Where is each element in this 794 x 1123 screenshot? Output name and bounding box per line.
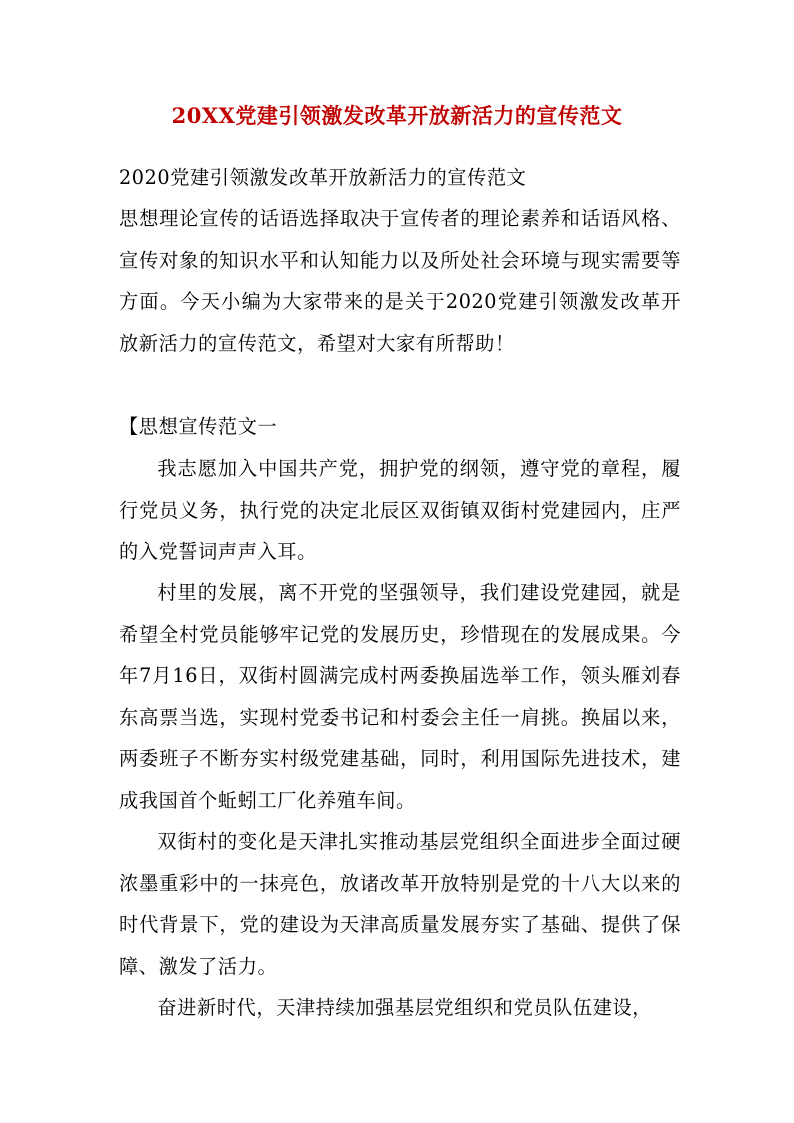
paragraph-intro: 思想理论宣传的话语选择取决于宣传者的理论素养和话语风格、宣传对象的知识水平和认知能力以及所处社会环境与现实需要等方面。今天小编为大家带来的是关于2020党建引领激发改革开放新活力的宣传范文，希望对大家有所帮助！ bbox=[119, 207, 681, 355]
paragraph-new-era: 奋进新时代，天津持续加强基层党组织和党员队伍建设， bbox=[157, 996, 653, 1019]
section-heading: 【思想宣传范文一 bbox=[119, 415, 278, 438]
document-subtitle: 2020党建引领激发改革开放新活力的宣传范文 bbox=[119, 166, 527, 189]
document-title: 20XX党建引领激发改革开放新活力的宣传范文 bbox=[171, 103, 623, 128]
paragraph-village-change: 双街村的变化是天津扎实推动基层党组织全面进步全面过硬浓墨重彩中的一抹亮色，放诸改革开放特别是党的十八大以来的时代背景下，党的建设为天津高质量发展夯实了基础、提供了保障、激发了活力。 bbox=[119, 830, 681, 978]
paragraph-village-development: 村里的发展，离不开党的坚强领导，我们建设党建园，就是希望全村党员能够牢记党的发展历史，珍惜现在的发展成果。今年7月16日，双街村圆满完成村两委换届选举工作，领头雁刘春东高票当选，实现村党委书记和村委会主任一肩挑。换届以来，两委班子不断夯实村级党建基础，同时，利用国际先进技术，建成我国首个蚯蚓工厂化养殖车间。 bbox=[119, 581, 681, 812]
paragraph-oath: 我志愿加入中国共产党，拥护党的纲领，遵守党的章程，履行党员义务，执行党的决定北辰区双街镇双街村党建园内，庄严的入党誓词声声入耳。 bbox=[119, 457, 681, 563]
